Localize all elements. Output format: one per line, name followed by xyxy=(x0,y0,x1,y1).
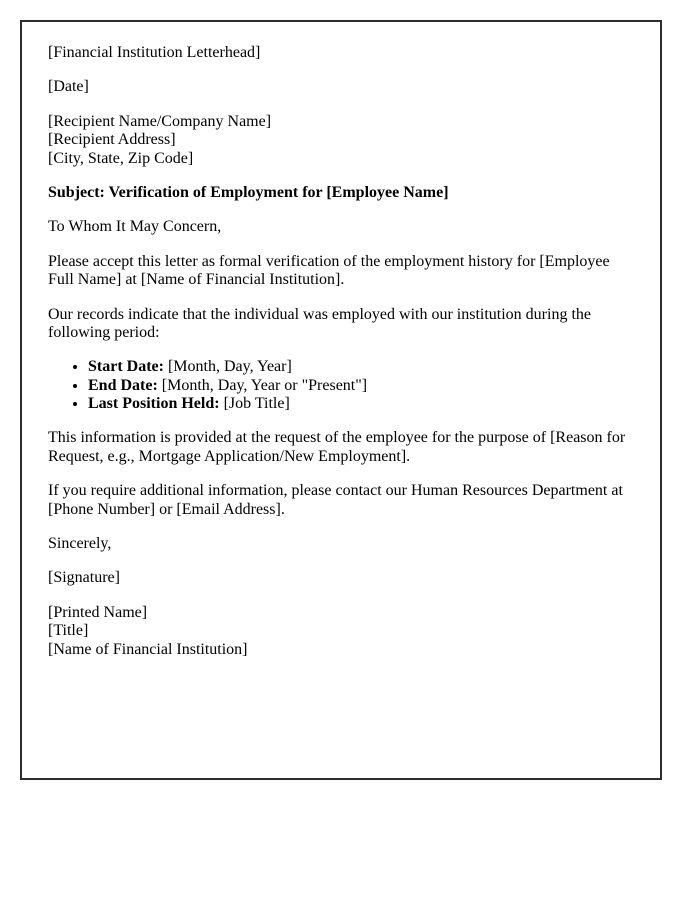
signer-institution: [Name of Financial Institution] xyxy=(48,640,248,658)
detail-label: End Date: xyxy=(88,376,158,394)
recipient-city-state-zip: [City, State, Zip Code] xyxy=(48,149,194,167)
detail-label: Start Date: xyxy=(88,358,164,376)
paragraph-contact: If you require additional information, please contact our Human Resources Department at [Phone Number] or [Email Address]. xyxy=(48,482,623,518)
recipient-block xyxy=(48,113,634,168)
signature-placeholder: [Signature] xyxy=(48,569,120,587)
detail-value: [Month, Day, Year] xyxy=(167,358,292,376)
closing: Sincerely, xyxy=(48,535,112,553)
salutation: To Whom It May Concern, xyxy=(48,218,222,236)
employment-details-list xyxy=(48,358,634,413)
detail-value: [Month, Day, Year or "Present"] xyxy=(161,376,368,394)
list-item-last-position xyxy=(88,395,634,413)
list-item-end-date xyxy=(88,377,634,395)
signer-printed-name: [Printed Name] xyxy=(48,603,148,621)
signer-title: [Title] xyxy=(48,622,89,640)
paragraph-intro: Please accept this letter as formal verification of the employment history for [Employee Full Name] at [Name of Financial Institution]. xyxy=(48,252,610,289)
list-item-start-date xyxy=(88,358,634,376)
detail-label: Last Position Held: xyxy=(88,395,220,413)
letter-document xyxy=(20,20,662,780)
signer-block xyxy=(48,604,634,659)
paragraph-purpose: This information is provided at the request of the employee for the purpose of [Reason for Request, e.g., Mortgage Application/New Employment]. xyxy=(48,429,626,465)
date-line: [Date] xyxy=(48,78,89,96)
recipient-name: [Recipient Name/Company Name] xyxy=(48,112,272,130)
paragraph-records: Our records indicate that the individual was employed with our institution during the following period: xyxy=(48,305,591,341)
subject-line: Subject: Verification of Employment for [Employee Name] xyxy=(48,183,449,201)
recipient-address: [Recipient Address] xyxy=(48,131,176,149)
detail-value: [Job Title] xyxy=(223,395,290,413)
letterhead: [Financial Institution Letterhead] xyxy=(48,44,261,61)
